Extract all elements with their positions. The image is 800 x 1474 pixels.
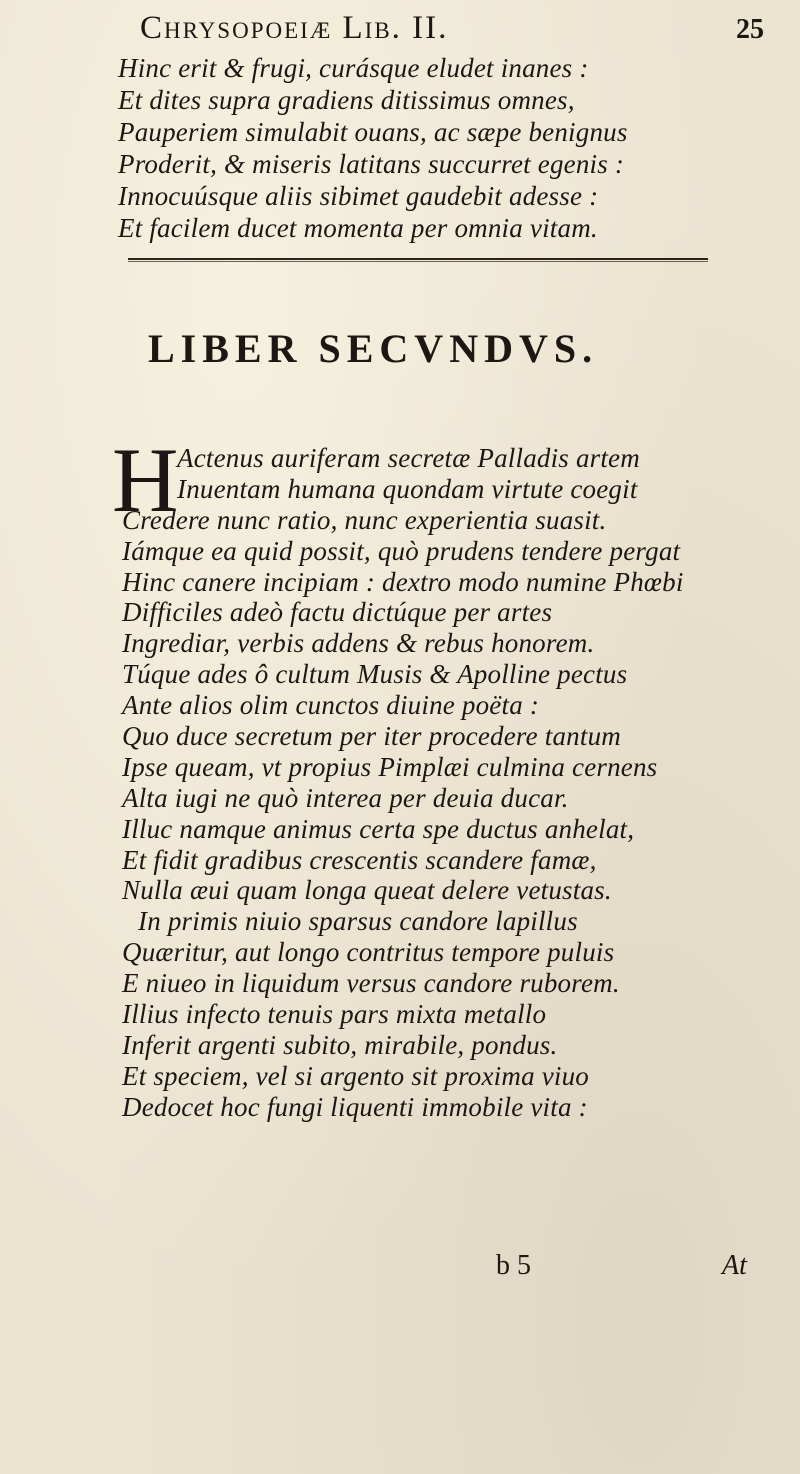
verse-line: Credere nunc ratio, nunc experientia suasit. [122, 504, 607, 535]
verse-line: Pauperiem simulabit ouans, ac sæpe benignus [118, 117, 628, 147]
catchword: At [722, 1250, 747, 1281]
verse-line: Inferit argenti subito, mirabile, pondus. [122, 1029, 558, 1060]
verse-line: Illius infecto tenuis pars mixta metallo [122, 999, 547, 1030]
verse-line: Et fidit gradibus crescentis scandere famæ, [122, 844, 597, 875]
main-verse-block [0, 443, 800, 1123]
verse-line: Et speciem, vel si argento sit proxima viuo [122, 1060, 590, 1091]
verse-line: Et facilem ducet momenta per omnia vitam. [118, 213, 598, 243]
verse-line: Ipse queam, vt propius Pimplæi culmina cernens [122, 751, 658, 782]
verse-line: Nulla æui quam longa queat delere vetustas. [122, 875, 612, 906]
verse-line: Hinc canere incipiam : dextro modo numine Phœbi [122, 566, 684, 597]
top-verse-block [0, 52, 800, 244]
drop-capital: H [112, 429, 179, 531]
verse-line: Alta iugi ne quò interea per deuia ducar. [122, 782, 569, 813]
verse-line: Difficiles adeò factu dictúque per artes [122, 597, 553, 628]
section-rule-thin [128, 261, 708, 262]
verse-line: Ingrediar, verbis addens & rebus honorem. [122, 628, 595, 659]
verse-line: Innocuúsque aliis sibimet gaudebit adesse : [118, 181, 599, 211]
verse-line: Dedocet hoc fungi liquenti immobile vita : [122, 1091, 588, 1122]
verse-line: Hinc erit & frugi, curásque eludet inanes : [118, 53, 589, 83]
verse-line: Inuentam humana quondam virtute coegit [177, 473, 638, 504]
book-heading: LIBER SECVNDVS. [148, 326, 599, 371]
section-rule [128, 258, 708, 260]
signature-mark: b 5 [496, 1250, 531, 1281]
verse-line: Iámque ea quid possit, quò prudens tendere pergat [122, 535, 681, 566]
verse-line: Quo duce secretum per iter procedere tantum [122, 721, 621, 752]
verse-line: Illuc namque animus certa spe ductus anhelat, [122, 813, 635, 844]
verse-line: In primis niuio sparsus candore lapillus [138, 906, 578, 937]
verse-line: Proderit, & miseris latitans succurret egenis : [118, 149, 625, 179]
verse-line: Ante alios olim cunctos diuine poëta : [122, 690, 540, 721]
verse-line: Et dites supra gradiens ditissimus omnes, [118, 85, 575, 115]
verse-line: Actenus auriferam secretæ Palladis artem [177, 443, 640, 473]
verse-line: Quæritur, aut longo contritus tempore puluis [122, 937, 615, 968]
verse-line: E niueo in liquidum versus candore ruborem. [122, 968, 620, 999]
verse-line: Túque ades ô cultum Musis & Apolline pectus [122, 659, 628, 690]
running-head-title: Chrysopoeiæ Lib. II. [140, 10, 449, 46]
page-number: 25 [736, 14, 764, 45]
